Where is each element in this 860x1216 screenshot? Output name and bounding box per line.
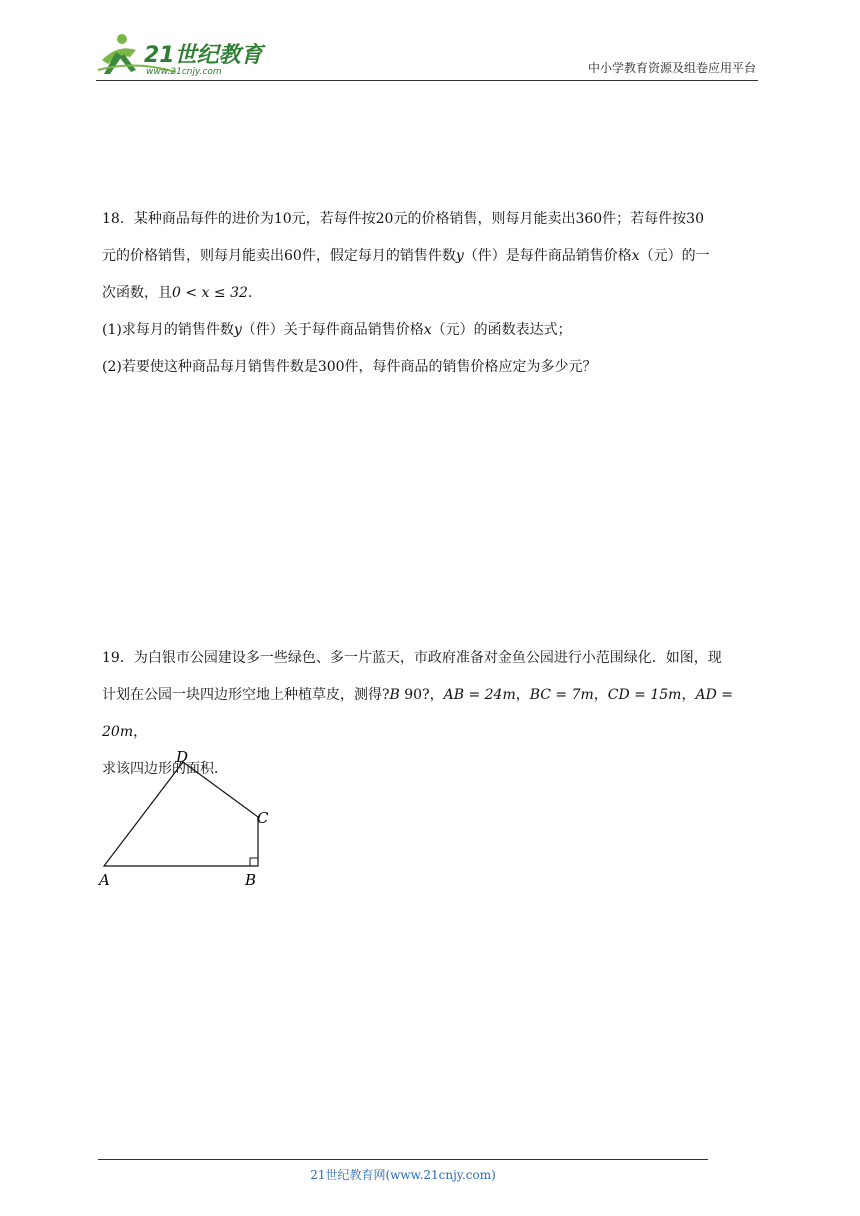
q18-line-3: 次函数，且0 < x ≤ 32. xyxy=(102,285,253,301)
q18-line-2: 元的价格销售，则每月能卖出60件，假定每月的销售件数y（件）是每件商品销售价格x（元）的一 xyxy=(102,248,710,264)
platform-title: 中小学教育资源及组卷应用平台 xyxy=(587,61,756,75)
svg-text:www.21cnjy.com: www.21cnjy.com xyxy=(146,67,222,77)
label-d: D xyxy=(176,748,189,766)
label-a: A xyxy=(99,871,110,888)
quadrilateral-abcd xyxy=(104,762,258,866)
label-b: B xyxy=(245,871,257,888)
label-c: C xyxy=(257,809,269,827)
q18-line-1: 18．某种商品每件的进价为10元，若每件按20元的价格销售，则每月能卖出360件；若每件按30 xyxy=(102,211,704,227)
q18-part-2: (2)若要使这种商品每月销售件数是300件，每件商品的销售价格应定为多少元？ xyxy=(102,359,597,375)
svg-text:21世纪教育: 21世纪教育 xyxy=(144,43,263,68)
right-angle-mark xyxy=(250,858,258,866)
footer-divider xyxy=(98,1159,708,1160)
condition-inequality: 0 < x ≤ 32 xyxy=(172,285,248,301)
q19-line-3: 求该四边形的面积． xyxy=(102,761,228,777)
q19-line-2: 计划在公园一块四边形空地上种植草皮，测得?B 90?，AB = 24m，BC = 7m，CD = 15m，AD = 20m， xyxy=(102,687,733,740)
21cnjy-logo xyxy=(96,30,266,78)
q18-part-1: (1)求每月的销售件数y（件）关于每件商品销售价格x（元）的函数表达式； xyxy=(102,322,572,338)
q19-line-1: 19．为白银市公园建设多一些绿色、多一片蓝天，市政府准备对金鱼公园进行小范围绿化．如图，现 xyxy=(102,650,722,666)
page-header xyxy=(96,30,758,81)
quadrilateral-figure xyxy=(96,746,286,888)
question-18 xyxy=(102,201,770,386)
footer-link[interactable]: 21世纪教育网(www.21cnjy.com) xyxy=(310,1168,496,1182)
